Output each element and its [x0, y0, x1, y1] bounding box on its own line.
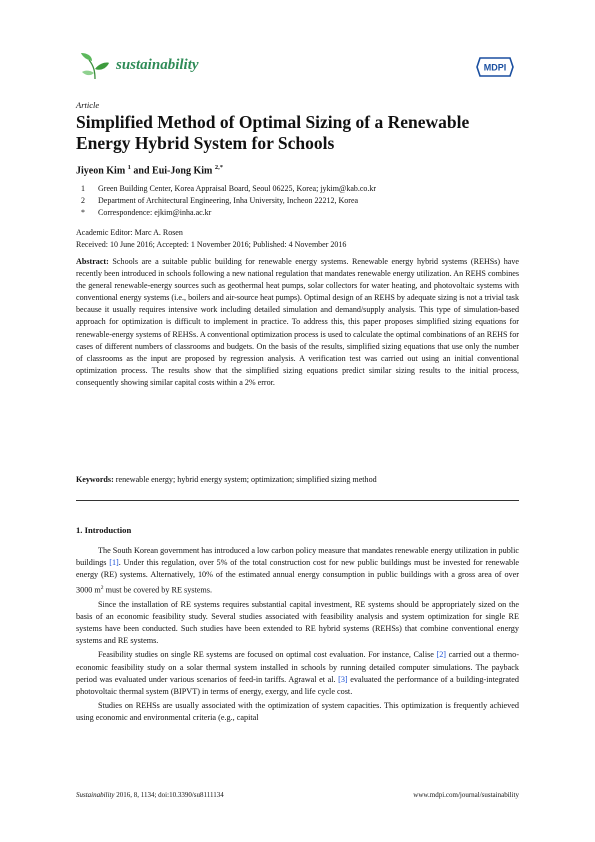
affiliation-marker: 1: [127, 164, 131, 171]
footer-url[interactable]: www.mdpi.com/journal/sustainability: [413, 791, 519, 799]
citation-link[interactable]: [3]: [338, 674, 348, 684]
footer-citation: [76, 791, 224, 799]
affiliation-marker: 2,*: [214, 164, 223, 171]
abstract: [76, 256, 519, 389]
introduction-body: [76, 545, 519, 727]
abstract-label: Abstract:: [76, 257, 109, 266]
keywords-label: Keywords:: [76, 475, 114, 484]
correspondence-text[interactable]: Correspondence: ejkim@inha.ac.kr: [98, 208, 212, 217]
affiliation-text: Green Building Center, Korea Appraisal Board, Seoul 06225, Korea; jykim@kab.co.kr: [98, 184, 377, 193]
citation-link[interactable]: [2]: [436, 650, 447, 660]
author-name[interactable]: Eui-Jong Kim: [152, 165, 213, 177]
affiliation-item: [76, 207, 376, 219]
affiliation-mark: 1: [81, 184, 85, 193]
keywords: [76, 474, 519, 486]
paragraph: The South Korean government has introduced a low carbon policy measure that mandates renewable energy utilization in public buildings [1]. Under this regulation, over 5% of the total construction cost for new public buildings must be invested for renewable energy (RE) systems. Alternatively, 10% of the estimated annual energy consumption in public buildings with a gross area of over 3000 $m^2$ must be covered by RE systems.: [76, 546, 519, 595]
footer-doi: 2016, 8, 1134; doi:10.3390/su8111134: [114, 791, 224, 799]
paper-title: Simplified Method of Optimal Sizing of a Renewable Energy Hybrid System for Schools: [76, 112, 470, 153]
paragraph: Studies on REHSs are usually associated with the optimization of system capacities. This optimization is frequently achieved using economic and environmental criteria (e.g., capital: [76, 701, 519, 723]
editor-dates-block: [76, 227, 346, 250]
affiliation-mark: *: [81, 208, 85, 217]
abstract-text: Schools are a suitable public building for renewable energy systems. Renewable energy hybrid systems (REHSs) have recently been introduced in schools following a new national regulation that mandates renewable energy utilization. An REHS combines the general renewable-energy sources such as geothermal heat pumps, solar collectors for water heating, and photovoltaic systems with conventional energy systems (i.e., boilers and air-source heat pumps). Optimal design of an REHS by adequate sizing is not a trivial task because it usually requires intensive work including detailed simulation and demand/supply analysis. This type of simulation-based approach for optimization is difficult to implement in practice. To address this, this paper proposes simplified sizing equations for renewable-energy systems of REHSs. A conventional optimization process is used to calculate the optimal combinations of an REHS for cases of different numbers of classrooms and budgets. On the basis of the results, simplified sizing equations that use only the number of classrooms as the input are proposed by regression analysis. A verification test was carried out using an initial conventional optimization process. The results show that the simplified sizing equations predict similar sizing results to the initial process, consequently showing similar capital costs within a 2% error.: [76, 257, 519, 387]
footer-journal: Sustainability: [76, 791, 115, 799]
journal-name: sustainability: [116, 57, 199, 73]
paragraph: Feasibility studies on single RE systems are focused on optimal cost evaluation. For instance, Calise [2] carried out a thermo-economic feasibility study on a solar thermal system installed in schools by running detailed computer simulations. The payback period was evaluated under various scenarios of feed-in tariffs. Agrawal et al. [3] evaluated the performance of a building-integrated photovoltaic thermal system (BIPVT) in terms of energy, exergy, and life cycle cost.: [76, 650, 519, 696]
affiliation-item: [76, 195, 376, 207]
publication-dates: Received: 10 June 2016; Accepted: 1 November 2016; Published: 4 November 2016: [76, 239, 347, 249]
author-name[interactable]: Jiyeon Kim: [76, 165, 126, 177]
affiliations: [76, 183, 376, 219]
citation-link[interactable]: [1]: [109, 558, 119, 568]
journal-leaf-logo-icon: [80, 52, 110, 80]
section-heading: 1. Introduction: [76, 525, 132, 535]
article-type: Article: [76, 100, 100, 110]
affiliation-text: Department of Architectural Engineering, Inha University, Incheon 22212, Korea: [98, 196, 359, 205]
paragraph: Since the installation of RE systems requires substantial capital investment, RE systems should be appropriately sized on the basis of an economic feasibility study. Several studies associated with feasibility analysis and system optimization for single RE systems have been conducted. Such studies have been extended to RE hybrid systems (REHSs) that combine conventional energy systems and RE systems.: [76, 599, 519, 646]
affiliation-item: [76, 183, 376, 195]
mdpi-logo-text: MDPI: [483, 62, 507, 73]
author-list: Jiyeon Kim $^1$ and Eui-Jong Kim $^{2,*}$: [76, 164, 223, 177]
academic-editor: Academic Editor: Marc A. Rosen: [76, 228, 183, 237]
keywords-text: renewable energy; hybrid energy system; optimization; simplified sizing method: [115, 475, 377, 484]
affiliation-mark: 2: [81, 196, 85, 205]
section-divider: [76, 500, 519, 501]
mdpi-logo-icon: [476, 56, 514, 78]
